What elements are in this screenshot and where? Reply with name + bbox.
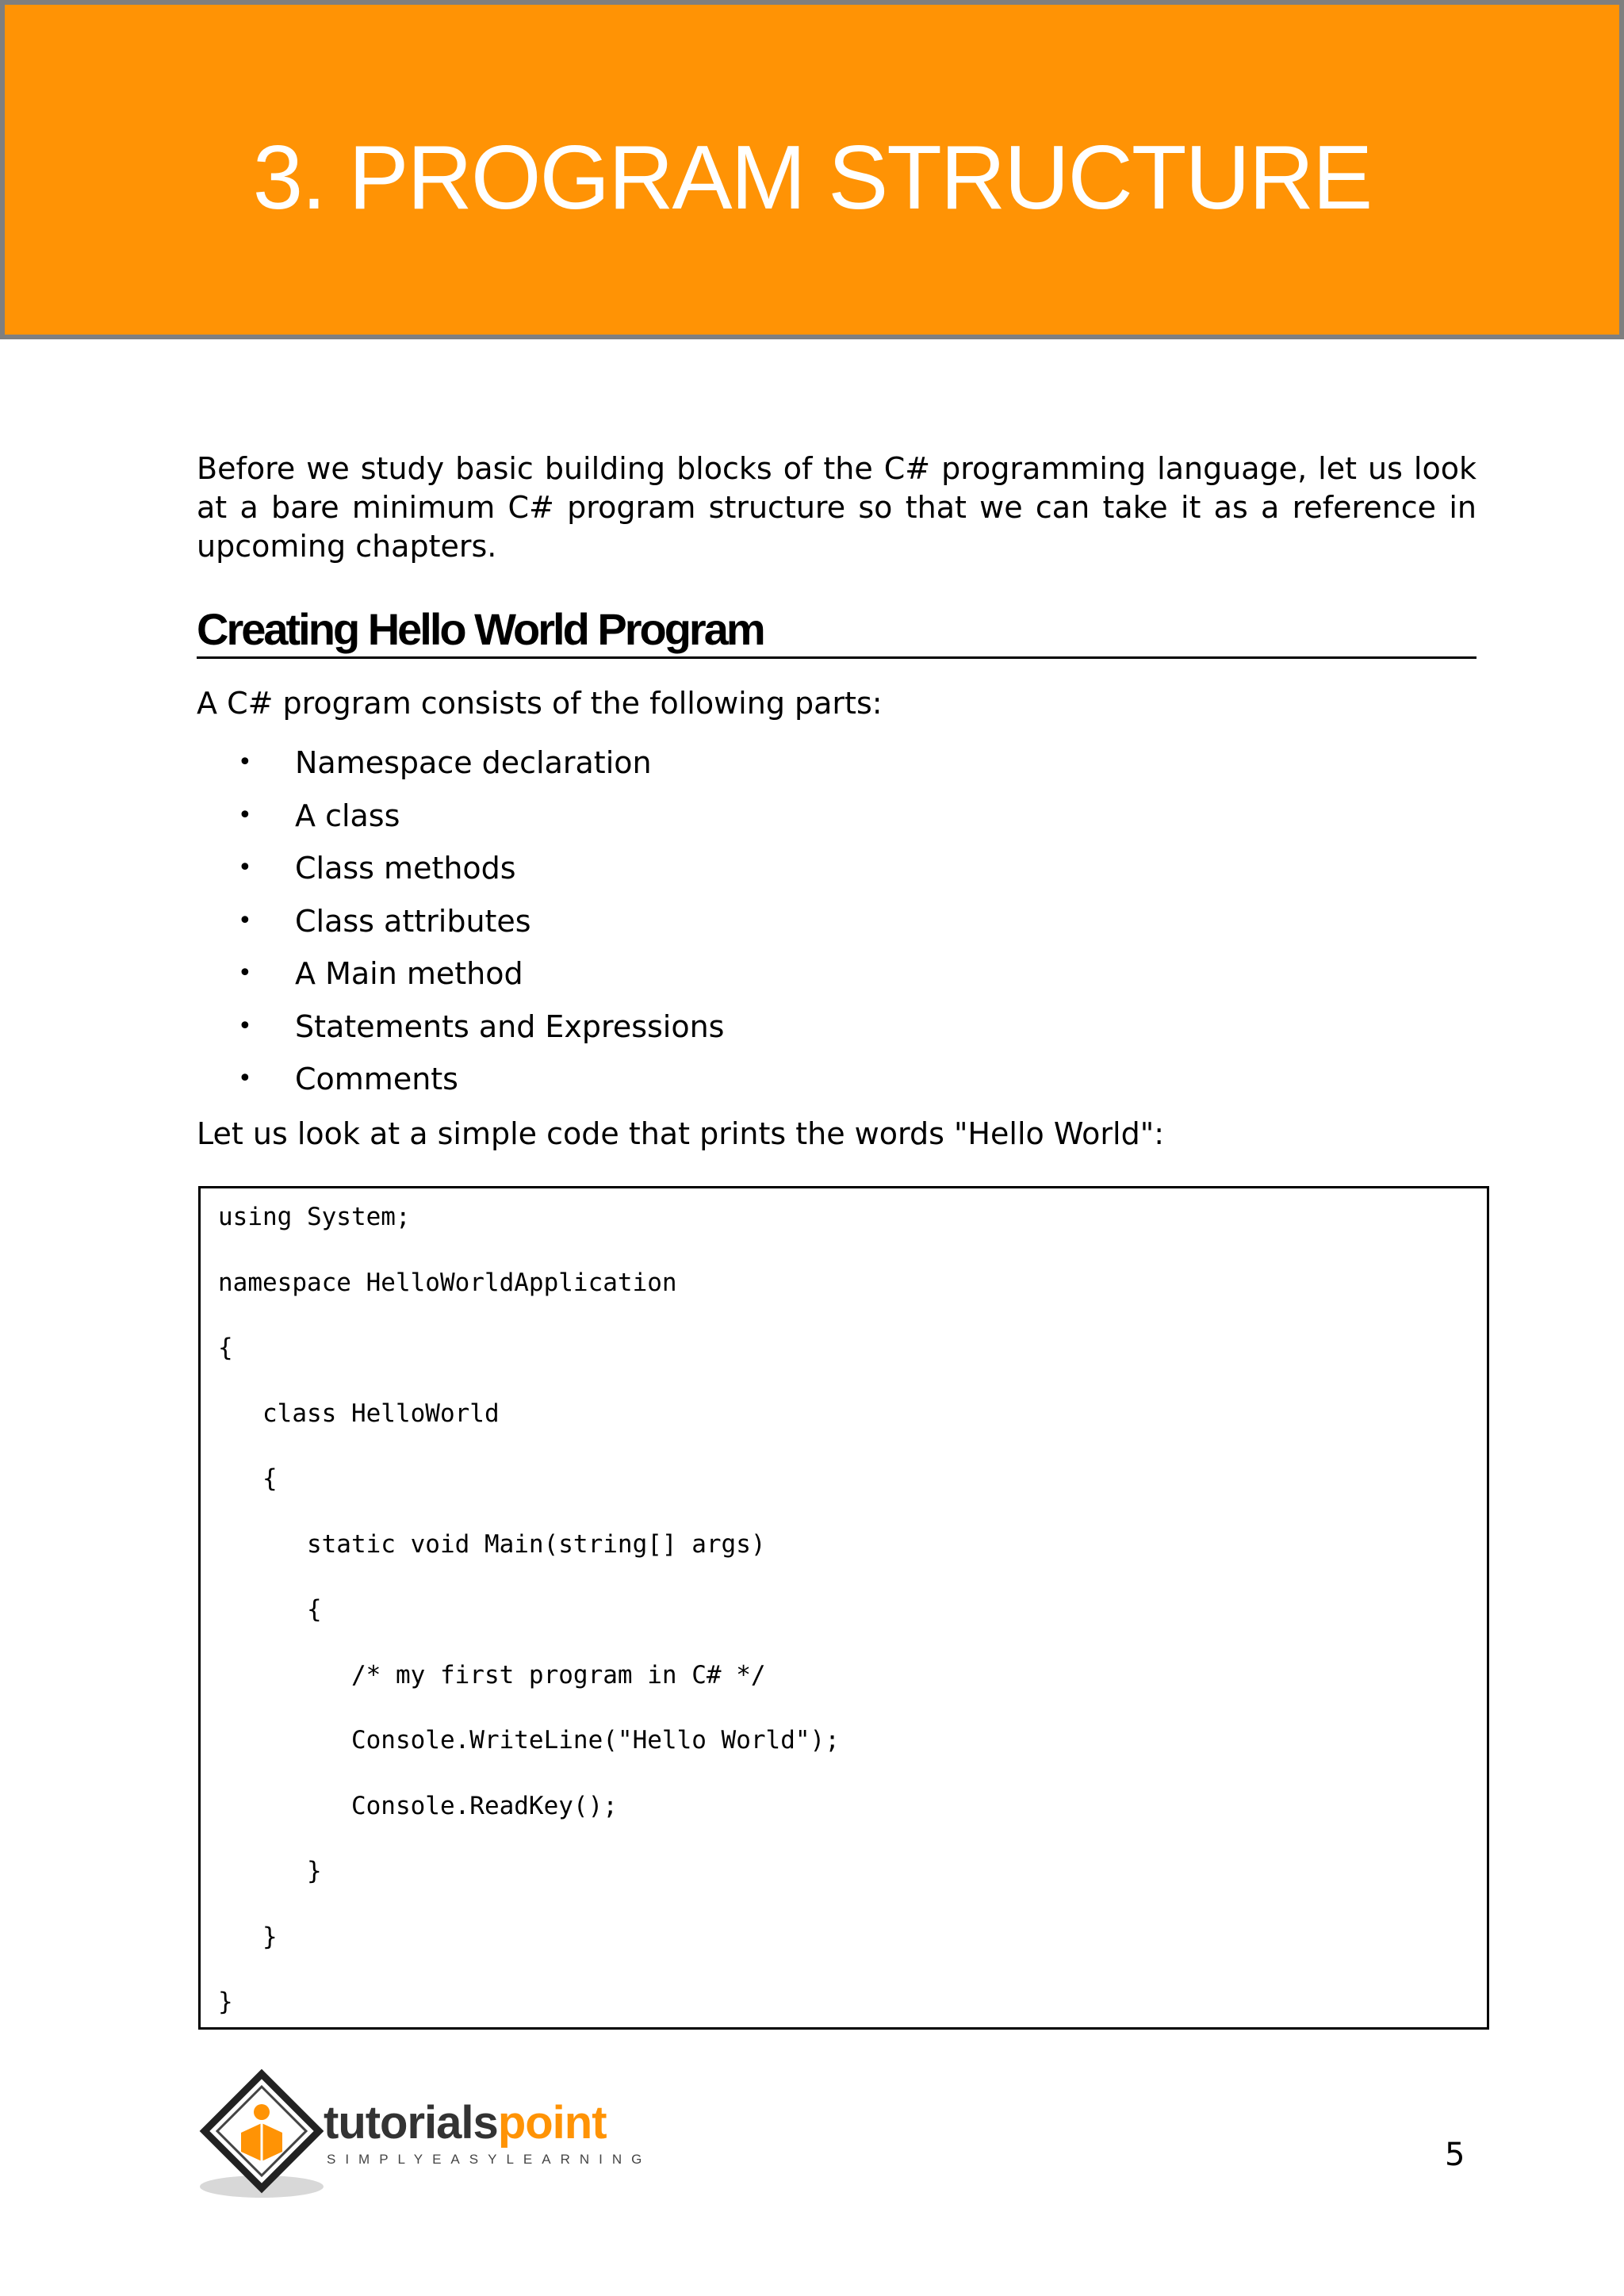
list-item [238, 1059, 724, 1112]
list-item-label: Statements and Expressions [295, 1008, 725, 1044]
code-line: } [218, 1857, 322, 1885]
code-intro: Let us look at a simple code that prints the words "Hello World": [197, 1116, 1165, 1151]
code-line: Console.WriteLine("Hello World"); [218, 1726, 840, 1755]
logo-wordmark [324, 2099, 607, 2147]
tutorialspoint-logo [197, 2068, 652, 2202]
code-block [198, 1186, 1489, 2030]
list-item [238, 1007, 724, 1060]
list-item [238, 954, 724, 1007]
logo-tagline: SIMPLYEASYLEARNING [327, 2152, 652, 2167]
chapter-title: 3. PROGRAM STRUCTURE [252, 127, 1372, 228]
code-line: /* my first program in C# */ [218, 1661, 766, 1689]
parts-lead: A C# program consists of the following parts: [197, 686, 883, 721]
bullet-icon: • [238, 906, 252, 935]
section-heading: Creating Hello World Program [197, 603, 1477, 659]
list-item-label: Class attributes [295, 903, 531, 939]
code-line: { [218, 1595, 322, 1624]
chapter-banner [0, 0, 1624, 339]
list-item-label: A class [295, 798, 400, 833]
program-parts-list [238, 743, 724, 1112]
list-item [238, 796, 724, 849]
code-line: static void Main(string[] args) [218, 1530, 766, 1559]
bullet-icon: • [238, 959, 252, 987]
code-line: } [218, 1923, 278, 1951]
code-line: { [218, 1464, 278, 1493]
list-item-label: Comments [295, 1062, 458, 1096]
bullet-icon: • [238, 1065, 252, 1093]
list-item-label: A Main method [295, 956, 523, 991]
logo-diamond-icon [197, 2068, 324, 2202]
bullet-icon: • [238, 748, 252, 776]
list-item [238, 743, 724, 796]
bullet-icon: • [238, 854, 252, 882]
logo-word-tutorials: tutorials [324, 2097, 498, 2149]
logo-word-point: point [497, 2097, 607, 2149]
code-line: { [218, 1334, 233, 1362]
code-line: namespace HelloWorldApplication [218, 1269, 677, 1297]
list-item [238, 901, 724, 955]
bullet-icon: • [238, 1012, 252, 1040]
list-item-label: Class methods [295, 851, 516, 886]
list-item [238, 848, 724, 901]
bullet-icon: • [238, 801, 252, 829]
intro-paragraph: Before we study basic building blocks of the C# programming language, let us look at a bare minimum C# program structure so that we can take it as a reference in upcoming chapters. [197, 451, 1477, 564]
code-line: class HelloWorld [218, 1399, 500, 1428]
page-number: 5 [1445, 2137, 1465, 2173]
code-line: using System; [218, 1203, 411, 1231]
code-line: Console.ReadKey(); [218, 1792, 618, 1820]
list-item-label: Namespace declaration [295, 745, 652, 780]
code-line: } [218, 1988, 233, 2016]
